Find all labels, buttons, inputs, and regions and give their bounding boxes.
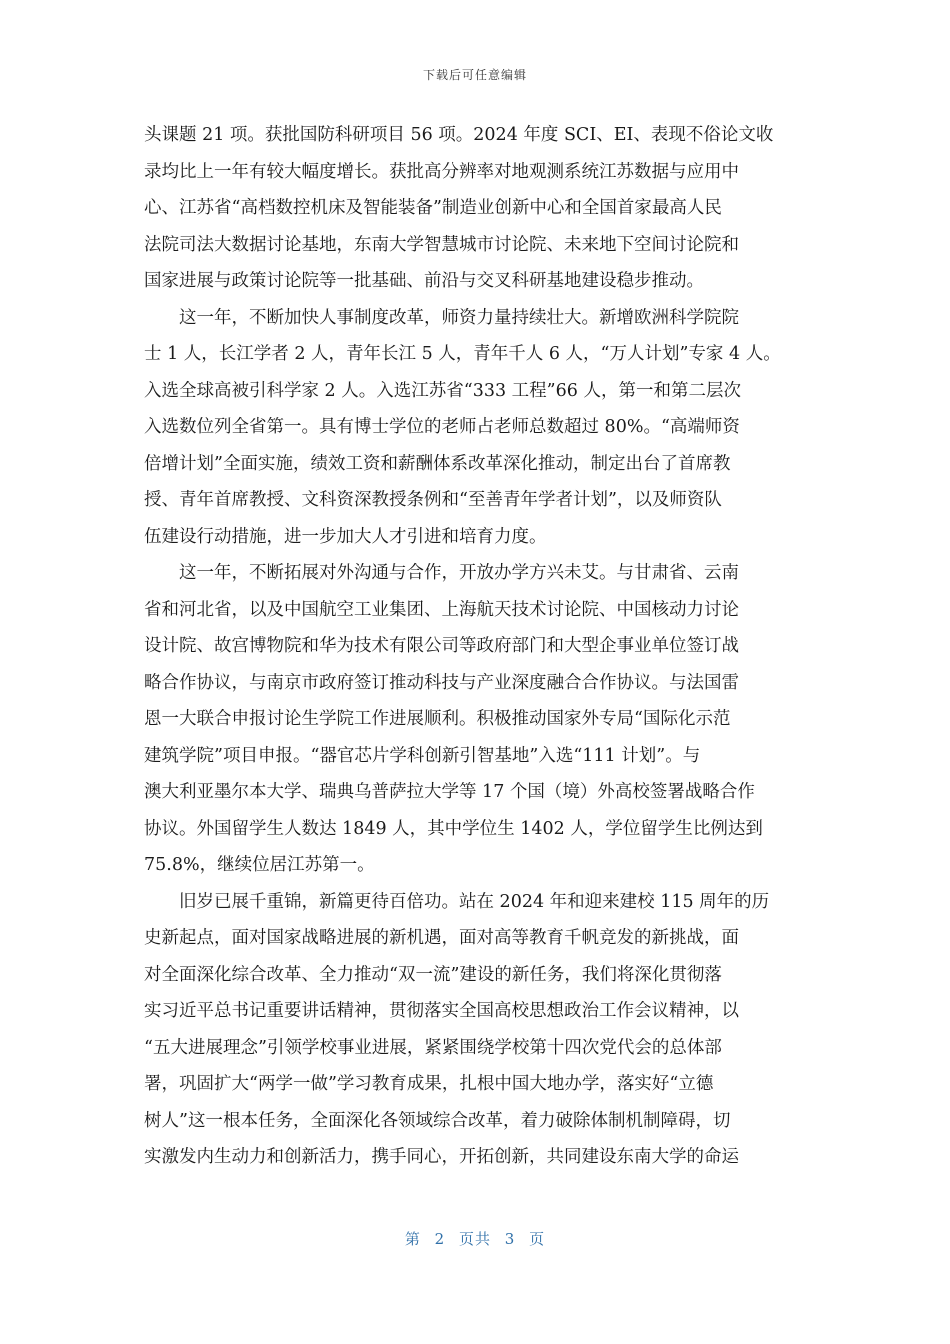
paragraph	[144, 555, 812, 884]
footer-label-pages: 页	[529, 1230, 546, 1248]
text-line: 这一年，不断加快人事制度改革，师资力量持续壮大。新增欧洲科学院院	[179, 307, 739, 328]
text-line: 省和河北省，以及中国航空工业集团、上海航天技术讨论院、中国核动力讨论	[144, 599, 739, 620]
paragraph	[144, 300, 812, 556]
download-note: 下载后可任意编辑	[422, 68, 527, 82]
text-line: 建筑学院”项目申报。“器官芯片学科创新引智基地”入选“111 计划”。与	[144, 745, 701, 766]
paragraph	[144, 117, 812, 300]
text-line: 史新起点，面对国家战略进展的新机遇，面对高等教育千帆竞发的新挑战，面	[144, 928, 739, 948]
text-line: 树人”这一根本任务，全面深化各领域综合改革，着力破除体制机制障碍，切	[144, 1110, 731, 1131]
text-line: 75.8%，继续位居江苏第一。	[144, 855, 375, 875]
text-line: 授、青年首席教授、文科资深教授条例和“至善青年学者计划”，以及师资队	[144, 490, 722, 510]
footer-current-page: 2	[434, 1230, 446, 1248]
text-line: 对全面深化综合改革、全力推动“双一流”建设的新任务，我们将深化贯彻落	[144, 964, 722, 985]
page-footer	[0, 1228, 950, 1249]
text-line: 实习近平总书记重要讲话精神，贯彻落实全国高校思想政治工作会议精神，以	[144, 1001, 739, 1021]
text-line: “五大进展理念”引领学校事业进展，紧紧围绕学校第十四次党代会的总体部	[144, 1037, 722, 1058]
text-line: 略合作协议，与南京市政府签订推动科技与产业深度融合合作协议。与法国雷	[144, 672, 739, 693]
text-line: 头课题 21 项。获批国防科研项目 56 项。2024 年度 SCI、EI、表现不俗论文收	[144, 125, 774, 145]
text-line: 伍建设行动措施，进一步加大人才引进和培育力度。	[144, 526, 547, 547]
text-line: 入选全球高被引科学家 2 人。入选江苏省“333 工程”66 人，第一和第二层次	[144, 380, 741, 401]
footer-label-page: 第	[404, 1230, 421, 1248]
paragraph	[144, 884, 812, 1176]
text-line: 士 1 人，长江学者 2 人，青年长江 5 人，青年千人 6 人，“万人计划”专家 4 人。	[144, 344, 781, 364]
text-line: 旧岁已展千重锦，新篇更待百倍功。站在 2024 年和迎来建校 115 周年的历	[179, 891, 770, 912]
text-line: 设计院、故宫博物院和华为技术有限公司等政府部门和大型企事业单位签订战	[144, 636, 739, 656]
text-line: 国家进展与政策讨论院等一批基础、前沿与交叉科研基地建设稳步推动。	[144, 271, 704, 291]
text-line: 协议。外国留学生人数达 1849 人，其中学位生 1402 人，学位留学生比例达到	[144, 818, 763, 839]
text-line: 实激发内生动力和创新活力，携手同心，开拓创新，共同建设东南大学的命运	[144, 1147, 739, 1167]
footer-label-of: 页共	[458, 1230, 491, 1248]
text-line: 录均比上一年有较大幅度增长。获批高分辨率对地观测系统江苏数据与应用中	[144, 161, 739, 182]
text-line: 这一年，不断拓展对外沟通与合作，开放办学方兴未艾。与甘肃省、云南	[179, 563, 739, 583]
text-line: 入选数位列全省第一。具有博士学位的老师占老师总数超过 80%。“高端师资	[144, 417, 740, 437]
text-line: 法院司法大数据讨论基地，东南大学智慧城市讨论院、未来地下空间讨论院和	[144, 234, 739, 255]
footer-total-pages: 3	[504, 1230, 516, 1248]
text-line: 心、江苏省“高档数控机床及智能装备”制造业创新中心和全国首家最高人民	[144, 198, 722, 218]
text-line: 倍增计划”全面实施，绩效工资和薪酬体系改革深化推动，制定出台了首席教	[144, 453, 731, 474]
document-body	[144, 117, 812, 1176]
text-line: 恩一大联合申报讨论生学院工作进展顺利。积极推动国家外专局“国际化示范	[144, 709, 731, 729]
text-line: 澳大利亚墨尔本大学、瑞典乌普萨拉大学等 17 个国（境）外高校签署战略合作	[144, 782, 755, 802]
text-line: 署，巩固扩大“两学一做”学习教育成果，扎根中国大地办学，落实好“立德	[144, 1074, 714, 1094]
